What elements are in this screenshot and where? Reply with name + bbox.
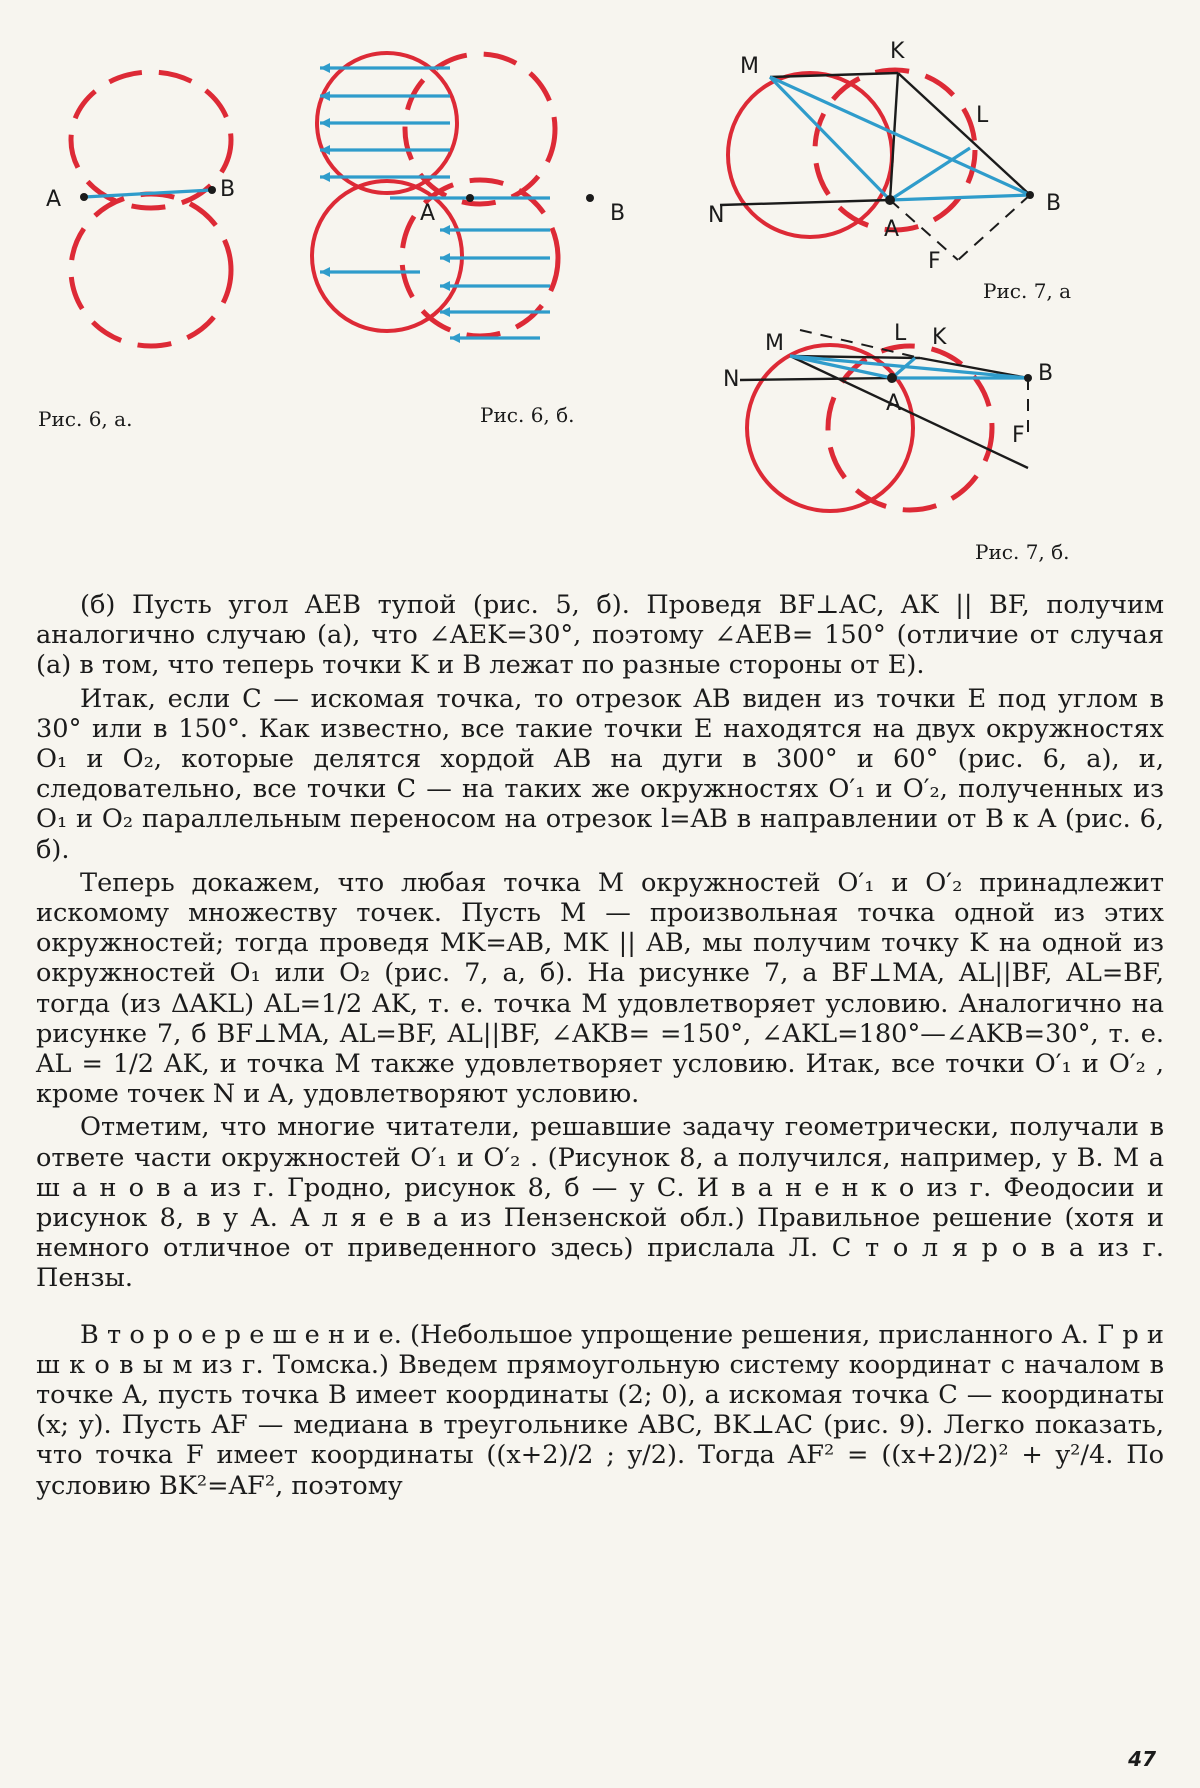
paragraph-locus: Итак, если C — искомая точка, то отрезок AB виден из точки E под углом в 30° или в 150°. Как известно, все такие точки E находятся на двух окружностях O₁ и O₂, которые делятся хордой AB на дуги в 300° и 60° (рис. 6, а), и, следовательно, все точки C — на таких же окружностях O′₁ и O′₂, полученных из O₁ и O₂ параллельным переносом на отрезок l=AB в направлении от B к A (рис. 6, б).: [36, 683, 1164, 865]
label-m: M: [765, 331, 784, 356]
paragraph-readers: Отметим, что многие читатели, решавшие задачу геометрически, получали в ответе части окружностей O′₁ и O′₂ . (Рисунок 8, а получился, например, у В. М а ш а н о в а из г. Гродно, рисунок 8, б — у С. И в а н е н к о из г. Феодосии и рисунок 8, в у А. А л я е в а из Пензенской обл.) Правильное решение (хотя и немного отличное от приведенного здесь) прислала Л. С т о л я р о в а из г. Пензы.: [36, 1112, 1164, 1294]
point-b: [586, 194, 594, 202]
label-a: A: [886, 391, 902, 416]
label-b: B: [220, 177, 236, 202]
label-n: N: [708, 203, 725, 228]
label-f: F: [928, 249, 941, 274]
point-b: [1026, 191, 1034, 199]
label-n: N: [723, 367, 740, 392]
label-b: B: [1046, 191, 1062, 216]
circle-o1-prime: [728, 73, 892, 237]
page-number: 47: [1128, 1747, 1156, 1771]
label-l: L: [894, 321, 907, 346]
paragraph-proof: Теперь докажем, что любая точка M окружностей O′₁ и O′₂ принадлежит искомому множеству точек. Пусть M — произвольная точка одной из этих окружностей; тогда проведя MK=AB, MK || AB, мы получим точку K на одной из окружностей O₁ или O₂ (рис. 7, а, б). На рисунке 7, а BF⊥MA, AL||BF, AL=BF, тогда (из ΔAKL) AL=1/2 AK, т. е. точка M удовлетворяет условию. Аналогично на рисунке 7, б BF⊥MA, AL=BF, AL||BF, ∠AKB= =150°, ∠AKL=180°—∠AKB=30°, т. е. AL = 1/2 AK, и точка M также удовлетворяет условию. Итак, все точки O′₁ и O′₂ , кроме точек N и A, удовлетворяют условию.: [36, 867, 1164, 1110]
circle-upper: [71, 72, 231, 208]
point-a: [466, 194, 474, 202]
circle-lower: [71, 194, 231, 346]
point-a: [887, 373, 897, 383]
figure-7a: [700, 30, 1100, 300]
circle-o2-prime: [312, 181, 462, 331]
label-k: K: [890, 39, 905, 64]
caption-fig6a: Рис. 6, а.: [38, 407, 133, 431]
label-b: B: [610, 201, 626, 226]
figure-7b: [710, 318, 1110, 548]
label-a: A: [884, 217, 900, 242]
point-a: [885, 195, 895, 205]
figure-6b: [300, 40, 640, 370]
figure-6a: [40, 30, 260, 380]
label-b: B: [1038, 361, 1054, 386]
caption-fig7a: Рис. 7, а: [983, 279, 1072, 303]
label-a: A: [46, 187, 62, 212]
caption-fig7b: Рис. 7, б.: [975, 540, 1070, 564]
paragraph-case-b: (б) Пусть угол AEB тупой (рис. 5, б). Проведя BF⊥AC, AK || BF, получим аналогично случаю (а), что ∠AEK=30°, поэтому ∠AEB= 150° (отличие от случая (а) в том, что теперь точки K и B лежат по разные стороны от E).: [36, 590, 1164, 681]
label-a: A: [420, 201, 436, 226]
caption-fig6b: Рис. 6, б.: [480, 403, 575, 427]
point-a: [80, 193, 88, 201]
label-k: K: [932, 325, 947, 350]
point-b: [1024, 374, 1032, 382]
point-b: [208, 186, 216, 194]
label-f: F: [1012, 423, 1025, 448]
body-text: [36, 590, 1164, 1504]
label-m: M: [740, 54, 759, 79]
paragraph-second-solution: В т о р о е р е ш е н и е. (Небольшое упрощение решения, присланного А. Г р и ш к о в ы м из г. Томска.) Введем прямоугольную систему координат с началом в точке A, пусть точка B имеет координаты (2; 0), а искомая точка C — координаты (x; y). Пусть AF — медиана в треугольнике ABC, BK⊥AC (рис. 9). Легко показать, что точка F имеет координаты ((x+2)/2 ; y/2). Тогда AF² = ((x+2)/2)² + y²/4. По условию BK²=AF², поэтому: [36, 1319, 1164, 1501]
label-l: L: [976, 103, 989, 128]
